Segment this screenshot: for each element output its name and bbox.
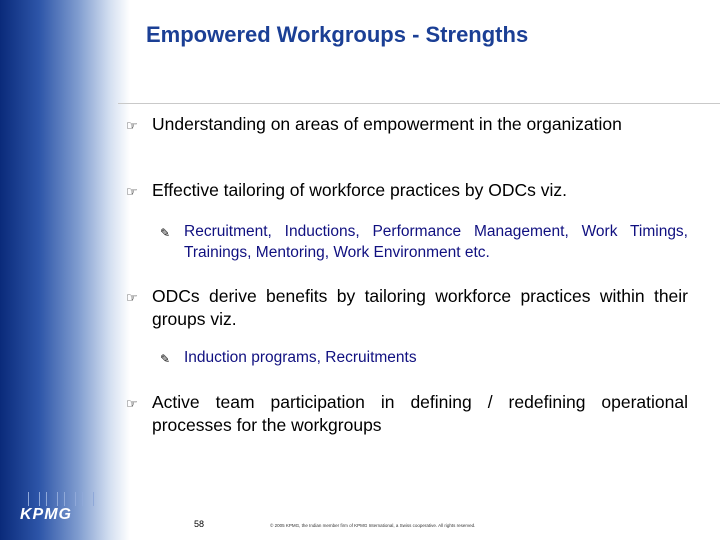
sub-bullet-item — [126, 221, 688, 263]
pencil-icon: ✎ — [160, 226, 171, 240]
bullet-item — [126, 113, 688, 136]
pointing-hand-icon: ☞ — [126, 119, 138, 134]
title-divider — [118, 103, 720, 104]
logo-wordmark: KPMG — [20, 506, 72, 523]
bullet-text: Effective tailoring of workforce practices by ODCs viz. — [152, 180, 567, 200]
bullet-text: Active team participation in defining / redefining operational processes for the workgroups — [152, 392, 688, 435]
bullet-item — [126, 391, 688, 437]
bullet-text: Understanding on areas of empowerment in the organization — [152, 114, 622, 134]
pointing-hand-icon: ☞ — [126, 291, 138, 306]
pointing-hand-icon: ☞ — [126, 397, 138, 412]
bullet-item — [126, 179, 688, 202]
left-gradient-band — [0, 0, 130, 540]
logo-bars — [28, 492, 110, 506]
sub-bullet-item — [126, 347, 688, 368]
bullet-item — [126, 285, 688, 331]
page-number: 58 — [194, 519, 205, 529]
kpmg-logo — [20, 492, 110, 532]
sub-bullet-text: Recruitment, Inductions, Performance Management, Work Timings, Trainings, Mentoring, Work Environment etc. — [184, 223, 688, 261]
bullet-text: ODCs derive benefits by tailoring workforce practices within their groups viz. — [152, 286, 688, 329]
pointing-hand-icon: ☞ — [126, 185, 138, 200]
pencil-icon: ✎ — [160, 352, 171, 366]
sub-bullet-text: Induction programs, Recruitments — [184, 349, 417, 366]
copyright-footer: © 2005 KPMG, the Indian member firm of KPMG International, a Swiss cooperative. All rights reserved. — [270, 523, 476, 528]
slide-title: Empowered Workgroups - Strengths — [146, 22, 529, 47]
